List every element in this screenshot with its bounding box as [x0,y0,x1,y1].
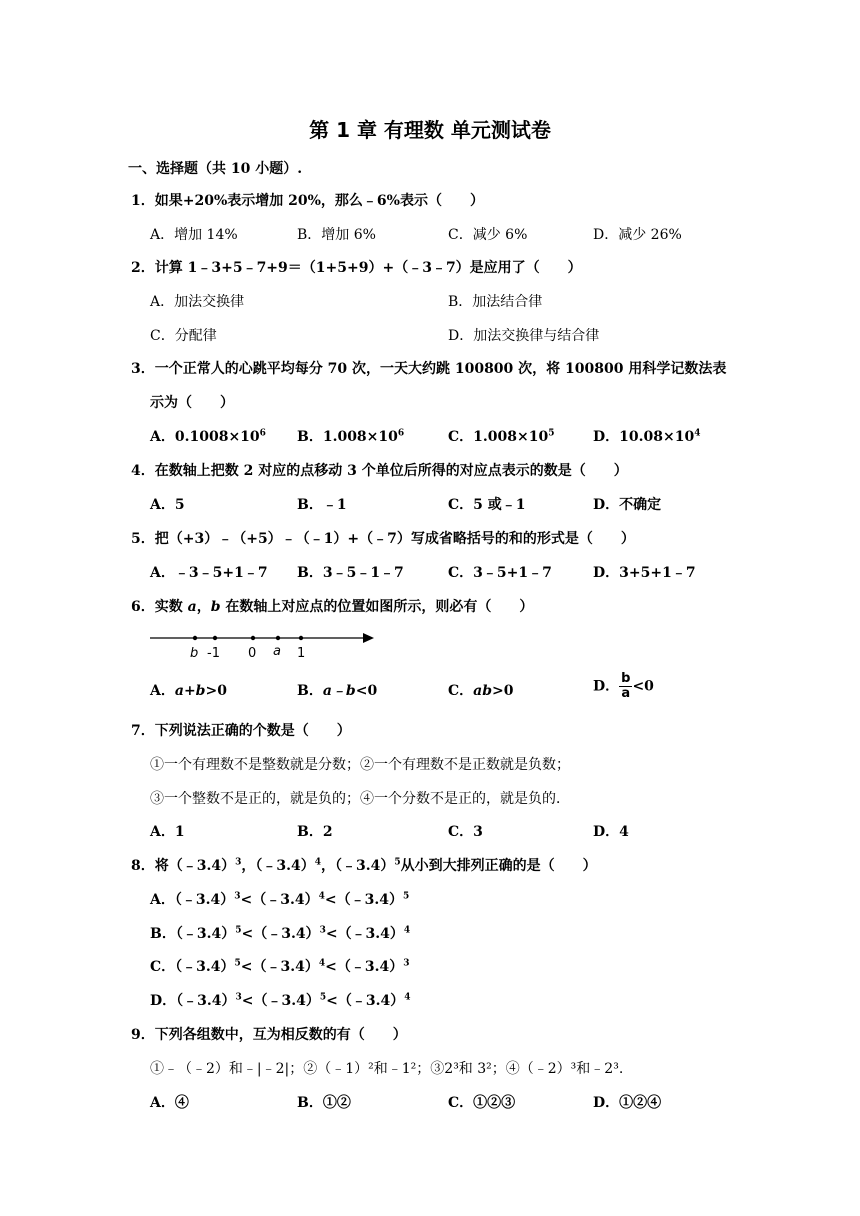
question-3-stem-line1: 3．一个正常人的心跳平均每分 70 次，一天大约跳 100800 次，将 100800 用科学记数法表 [131,361,727,377]
q6-option-b: B．a﹣b<0 [297,683,378,699]
q8-option-c: C．（﹣3.4）$^5$<（﹣3.4）$^4$<（﹣3.4）$^3$ [150,958,410,975]
q5-option-d: D．3+5+1﹣7 [593,565,696,581]
q5-option-c: C．3﹣5+1﹣7 [448,565,552,581]
q1-option-d: D．减少 26% [593,227,682,243]
q9-option-d: D．①②④ [593,1095,662,1111]
point-a [276,636,280,640]
q4-option-d: D．不确定 [593,497,662,513]
question-8-stem: 8．将（﹣3.4）$^3$，（﹣3.4）$^4$，（﹣3.4）$^5$从小到大排列正确的是（ ） [131,857,597,874]
q7-statement-line2: ③一个整数不是正的，就是负的；④一个分数不是正的，就是负的． [150,791,570,807]
label-neg1: -1 [207,646,220,661]
q7-statement-line1: ①一个有理数不是整数就是分数；②一个有理数不是正数就是负数； [150,757,570,773]
q7-option-d: D．4 [593,824,629,840]
q4-option-b: B．﹣1 [297,497,347,513]
q4-option-a: A．5 [150,497,185,513]
q6-option-a: A．a+b>0 [150,683,227,699]
point-b [193,636,197,640]
q2-option-d: D．加法交换律与结合律 [448,328,600,344]
q2-option-a: A．加法交换律 [150,294,245,310]
label-b: b [190,646,199,661]
question-4-stem: 4．在数轴上把数 2 对应的点移动 3 个单位后所得的对应点表示的数是（ ） [131,463,628,479]
q9-option-b: B．①② [297,1095,351,1111]
fraction-b-over-a: $\frac{b}{a}$ [621,671,631,701]
question-2-stem: 2．计算 1﹣3+5﹣7+9＝（1+5+9）+（﹣3﹣7）是应用了（ ） [131,260,582,276]
page-title: 第 1 章 有理数 单元测试卷 [309,118,551,142]
q1-option-c: C．减少 6% [448,227,528,243]
q6-option-c: C．ab>0 [448,683,514,699]
q6-option-d: D． $\frac{b}{a}$ <0 [593,671,654,701]
question-6-stem: 6．实数 a，b 在数轴上对应点的位置如图所示，则必有（ ） [131,599,534,615]
q5-option-b: B．3﹣5﹣1﹣7 [297,565,404,581]
section-heading: 一、选择题（共 10 小题）. [128,161,303,177]
question-9-stem: 9．下列各组数中，互为相反数的有（ ） [131,1027,407,1043]
q9-option-c: C．①②③ [448,1095,516,1111]
label-1: 1 [297,646,306,661]
q4-option-c: C．5 或﹣1 [448,497,526,513]
q7-option-c: C．3 [448,824,483,840]
q8-option-b: B．（﹣3.4）$^5$<（﹣3.4）$^3$<（﹣3.4）$^4$ [150,925,411,942]
point-1 [299,636,303,640]
q9-items-line: ①﹣（﹣2）和﹣|﹣2|；②（﹣1）²和﹣1²；③2³和 3²；④（﹣2）³和﹣2³. [150,1061,624,1077]
number-line-arrow-icon [363,633,374,643]
q3-option-b: B．$1.008\times 10^6$ [297,428,405,445]
q8-option-d: D．（﹣3.4）$^3$<（﹣3.4）$^5$<（﹣3.4）$^4$ [150,992,411,1009]
question-1-stem: 1．如果+20%表示增加 20%，那么﹣6%表示（ ） [131,193,484,209]
q7-option-b: B．2 [297,824,333,840]
q5-option-a: A．﹣3﹣5+1﹣7 [150,565,268,581]
label-a: a [273,644,281,659]
q1-option-a: A．增加 14% [150,227,238,243]
question-7-stem: 7．下列说法正确的个数是（ ） [131,723,351,739]
q7-option-a: A．1 [150,824,185,840]
point-0 [251,636,255,640]
q9-option-a: A．④ [150,1095,189,1111]
q2-option-c: C．分配律 [150,328,217,344]
q3-option-d: D．$10.08\times 10^4$ [593,428,701,445]
q3-option-c: C．$1.008\times 10^5$ [448,428,555,445]
question-5-stem: 5．把（+3）﹣（+5）﹣（﹣1）+（﹣7）写成省略括号的和的形式是（ ） [131,531,635,547]
point-neg1 [213,636,217,640]
q1-option-b: B．增加 6% [297,227,376,243]
question-3-stem-line2: 示为（ ） [150,395,234,411]
label-0: 0 [248,646,257,661]
q2-option-b: B．加法结合律 [448,294,543,310]
q3-option-a: A．$0.1008\times 10^6$ [150,428,266,445]
q8-option-a: A．（﹣3.4）$^3$<（﹣3.4）$^4$<（﹣3.4）$^5$ [150,891,410,908]
number-line-figure [150,626,390,662]
